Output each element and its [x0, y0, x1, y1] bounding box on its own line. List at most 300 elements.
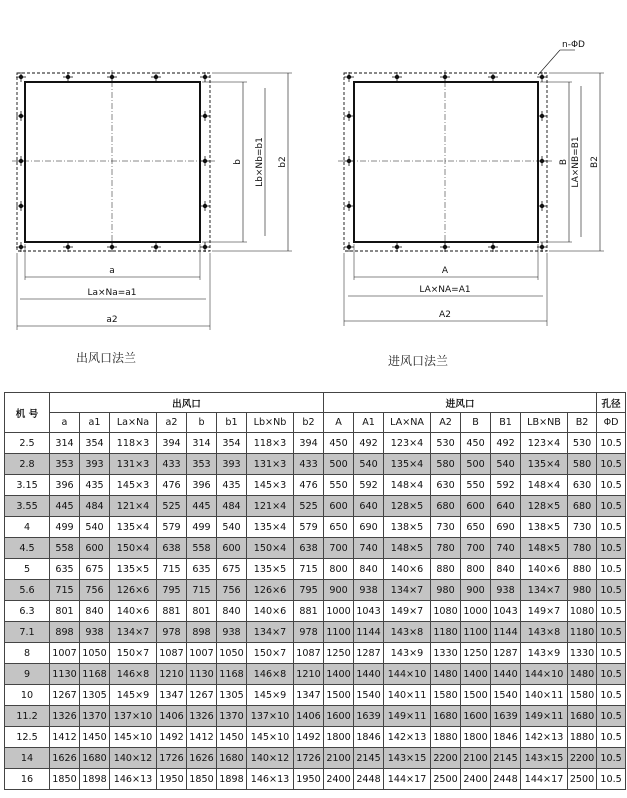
machine-number-cell: 2.5 [5, 433, 50, 454]
table-cell: 1440 [354, 664, 384, 685]
table-cell: 592 [491, 475, 521, 496]
header-hole: 孔径 [597, 393, 626, 413]
table-cell: 1492 [157, 727, 187, 748]
table-cell: 1492 [294, 727, 324, 748]
table-cell: 1680 [568, 706, 597, 727]
table-cell: 592 [354, 475, 384, 496]
dim-label-hole: n-ΦD [562, 40, 585, 50]
dim-label-B2: B2 [590, 156, 600, 168]
table-cell: 800 [324, 559, 354, 580]
table-cell: 145×10 [110, 727, 157, 748]
table-cell: 1898 [80, 769, 110, 790]
table-cell: 10.5 [597, 706, 626, 727]
table-cell: 1500 [461, 685, 491, 706]
table-cell: 1100 [324, 622, 354, 643]
table-cell: 10.5 [597, 559, 626, 580]
table-cell: 1305 [80, 685, 110, 706]
table-cell: 600 [324, 496, 354, 517]
table-cell: 354 [217, 433, 247, 454]
table-cell: 140×11 [384, 685, 431, 706]
table-cell: 740 [354, 538, 384, 559]
table-cell: 144×17 [521, 769, 568, 790]
table-cell: 1850 [50, 769, 80, 790]
table-cell: 476 [157, 475, 187, 496]
table-cell: 1726 [157, 748, 187, 769]
table-cell: 121×4 [110, 496, 157, 517]
machine-number-cell: 2.8 [5, 454, 50, 475]
table-cell: 150×7 [110, 643, 157, 664]
table-cell: 938 [80, 622, 110, 643]
table-cell: 131×3 [110, 454, 157, 475]
table-cell: 1326 [50, 706, 80, 727]
table-cell: 715 [157, 559, 187, 580]
table-cell: 146×8 [247, 664, 294, 685]
table-cell: 148×5 [521, 538, 568, 559]
table-cell: 1880 [431, 727, 461, 748]
table-cell: 1639 [491, 706, 521, 727]
table-cell: 630 [568, 475, 597, 496]
table-cell: 144×10 [521, 664, 568, 685]
table-cell: 10.5 [597, 517, 626, 538]
table-cell: 640 [354, 496, 384, 517]
table-cell: 148×4 [521, 475, 568, 496]
table-cell: 1639 [354, 706, 384, 727]
table-cell: 140×12 [247, 748, 294, 769]
table-cell: 1600 [324, 706, 354, 727]
table-cell: 1626 [187, 748, 217, 769]
table-cell: 1087 [294, 643, 324, 664]
dim-label-lbnb: Lb×Nb=b1 [255, 137, 265, 187]
table-cell: 1440 [491, 664, 521, 685]
header-outlet: 出风口 [50, 393, 324, 413]
machine-number-cell: 9 [5, 664, 50, 685]
table-cell: 10.5 [597, 622, 626, 643]
machine-number-cell: 7.1 [5, 622, 50, 643]
table-cell: 140×6 [384, 559, 431, 580]
table-cell: 492 [354, 433, 384, 454]
table-cell: 143×8 [384, 622, 431, 643]
table-cell: 1347 [157, 685, 187, 706]
table-cell: 1412 [187, 727, 217, 748]
table-cell: 123×4 [521, 433, 568, 454]
table-cell: 540 [217, 517, 247, 538]
table-cell: 525 [157, 496, 187, 517]
table-cell: 1168 [80, 664, 110, 685]
dim-label-lbnb-inlet: LA×NB=B1 [571, 136, 581, 188]
table-cell: 433 [157, 454, 187, 475]
table-cell: 690 [354, 517, 384, 538]
table-cell: 121×4 [247, 496, 294, 517]
table-cell: 435 [217, 475, 247, 496]
table-row [5, 748, 626, 769]
table-cell: 484 [80, 496, 110, 517]
table-cell: 1800 [324, 727, 354, 748]
table-cell: 550 [324, 475, 354, 496]
table-cell: 1846 [354, 727, 384, 748]
table-cell: 140×11 [521, 685, 568, 706]
table-cell: 445 [187, 496, 217, 517]
table-cell: 2200 [568, 748, 597, 769]
table-cell: 433 [294, 454, 324, 475]
table-cell: 1680 [217, 748, 247, 769]
table-cell: 499 [187, 517, 217, 538]
table-cell: 1267 [187, 685, 217, 706]
table-cell: 140×12 [110, 748, 157, 769]
table-row [5, 475, 626, 496]
table-cell: 635 [50, 559, 80, 580]
table-cell: 149×7 [521, 601, 568, 622]
table-cell: 579 [157, 517, 187, 538]
table-row [5, 559, 626, 580]
table-cell: 126×6 [247, 580, 294, 601]
outlet-flange-drawing [12, 70, 292, 330]
table-cell: 938 [491, 580, 521, 601]
table-cell: 840 [217, 601, 247, 622]
table-cell: 138×5 [521, 517, 568, 538]
table-cell: 1540 [491, 685, 521, 706]
table-cell: 600 [80, 538, 110, 559]
machine-number-cell: 10 [5, 685, 50, 706]
table-cell: 1305 [217, 685, 247, 706]
table-row [5, 643, 626, 664]
table-row [5, 496, 626, 517]
table-cell: 978 [294, 622, 324, 643]
table-row [5, 517, 626, 538]
table-row [5, 664, 626, 685]
table-cell: 140×6 [110, 601, 157, 622]
machine-number-cell: 4 [5, 517, 50, 538]
machine-number-cell: 8 [5, 643, 50, 664]
table-cell: 1626 [50, 748, 80, 769]
header-cell: a1 [80, 413, 110, 433]
table-cell: 1287 [491, 643, 521, 664]
table-cell: 881 [157, 601, 187, 622]
table-cell: 150×7 [247, 643, 294, 664]
table-cell: 978 [157, 622, 187, 643]
table-cell: 145×3 [110, 475, 157, 496]
table-cell: 134×7 [521, 580, 568, 601]
table-cell: 394 [294, 433, 324, 454]
table-cell: 700 [461, 538, 491, 559]
table-cell: 134×7 [384, 580, 431, 601]
table-cell: 840 [491, 559, 521, 580]
table-cell: 1287 [354, 643, 384, 664]
table-cell: 800 [461, 559, 491, 580]
header-cell: A2 [431, 413, 461, 433]
header-cell: LA×NA [384, 413, 431, 433]
table-cell: 1850 [187, 769, 217, 790]
table-cell: 2145 [354, 748, 384, 769]
table-cell: 1100 [461, 622, 491, 643]
table-cell: 690 [491, 517, 521, 538]
table-cell: 900 [324, 580, 354, 601]
table-cell: 1406 [157, 706, 187, 727]
table-cell: 142×13 [384, 727, 431, 748]
table-row [5, 706, 626, 727]
table-cell: 2500 [568, 769, 597, 790]
table-cell: 476 [294, 475, 324, 496]
table-cell: 148×5 [384, 538, 431, 559]
table-cell: 499 [50, 517, 80, 538]
table-cell: 2500 [431, 769, 461, 790]
table-cell: 2145 [491, 748, 521, 769]
table-cell: 640 [491, 496, 521, 517]
table-cell: 396 [187, 475, 217, 496]
machine-number-cell: 3.15 [5, 475, 50, 496]
table-cell: 558 [187, 538, 217, 559]
table-cell: 880 [568, 559, 597, 580]
table-cell: 1600 [461, 706, 491, 727]
machine-number-cell: 16 [5, 769, 50, 790]
table-cell: 2448 [354, 769, 384, 790]
header-cell: a [50, 413, 80, 433]
table-cell: 118×3 [110, 433, 157, 454]
table-row [5, 433, 626, 454]
table-cell: 1540 [354, 685, 384, 706]
table-cell: 137×10 [247, 706, 294, 727]
machine-number-cell: 14 [5, 748, 50, 769]
table-cell: 492 [491, 433, 521, 454]
table-cell: 1050 [217, 643, 247, 664]
table-cell: 2400 [461, 769, 491, 790]
table-cell: 393 [217, 454, 247, 475]
table-cell: 1130 [187, 664, 217, 685]
table-cell: 144×10 [384, 664, 431, 685]
table-cell: 1880 [568, 727, 597, 748]
table-cell: 675 [80, 559, 110, 580]
table-cell: 730 [568, 517, 597, 538]
table-row [5, 727, 626, 748]
table-cell: 353 [50, 454, 80, 475]
table-cell: 530 [568, 433, 597, 454]
table-cell: 10.5 [597, 601, 626, 622]
header-cell: B1 [491, 413, 521, 433]
table-cell: 638 [157, 538, 187, 559]
table-cell: 149×7 [384, 601, 431, 622]
table-cell: 149×11 [384, 706, 431, 727]
table-row [5, 538, 626, 559]
table-cell: 143×9 [521, 643, 568, 664]
table-cell: 145×3 [247, 475, 294, 496]
table-cell: 1080 [568, 601, 597, 622]
table-cell: 10.5 [597, 538, 626, 559]
table-cell: 150×4 [110, 538, 157, 559]
table-cell: 1326 [187, 706, 217, 727]
table-cell: 1180 [431, 622, 461, 643]
table-cell: 1180 [568, 622, 597, 643]
table-cell: 980 [431, 580, 461, 601]
table-cell: 540 [354, 454, 384, 475]
table-cell: 1500 [324, 685, 354, 706]
dim-label-b2: b2 [278, 156, 288, 168]
table-cell: 1250 [324, 643, 354, 664]
header-cell: a2 [157, 413, 187, 433]
table-cell: 354 [80, 433, 110, 454]
table-cell: 135×4 [110, 517, 157, 538]
table-row [5, 685, 626, 706]
table-row [5, 622, 626, 643]
table-body [5, 433, 626, 790]
table-cell: 314 [187, 433, 217, 454]
table-cell: 2448 [491, 769, 521, 790]
outlet-flange-caption: 出风口法兰 [76, 351, 137, 365]
table-cell: 550 [461, 475, 491, 496]
table-cell: 675 [217, 559, 247, 580]
table-cell: 600 [217, 538, 247, 559]
table-cell: 1330 [431, 643, 461, 664]
table-cell: 126×6 [110, 580, 157, 601]
table-cell: 740 [491, 538, 521, 559]
table-cell: 123×4 [384, 433, 431, 454]
table-cell: 1370 [217, 706, 247, 727]
table-cell: 630 [431, 475, 461, 496]
table-cell: 1950 [294, 769, 324, 790]
dim-label-lana-inlet: LA×NA=A1 [419, 285, 471, 295]
table-cell: 1267 [50, 685, 80, 706]
machine-number-cell: 12.5 [5, 727, 50, 748]
table-cell: 393 [80, 454, 110, 475]
table-cell: 146×13 [110, 769, 157, 790]
table-cell: 134×7 [247, 622, 294, 643]
table-cell: 1370 [80, 706, 110, 727]
inlet-flange-drawing [338, 50, 604, 326]
header-subrow [5, 413, 626, 433]
table-cell: 1800 [461, 727, 491, 748]
table-cell: 840 [354, 559, 384, 580]
table-cell: 1846 [491, 727, 521, 748]
table-cell: 145×9 [247, 685, 294, 706]
machine-number-cell: 5.6 [5, 580, 50, 601]
table-cell: 1580 [431, 685, 461, 706]
table-cell: 680 [568, 496, 597, 517]
table-cell: 149×11 [521, 706, 568, 727]
table-cell: 1087 [157, 643, 187, 664]
table-cell: 1480 [431, 664, 461, 685]
table-cell: 10.5 [597, 727, 626, 748]
table-cell: 780 [431, 538, 461, 559]
table-cell: 580 [431, 454, 461, 475]
table-cell: 140×6 [521, 559, 568, 580]
header-cell: ΦD [597, 413, 626, 433]
table-cell: 128×5 [521, 496, 568, 517]
dim-label-b: b [233, 159, 243, 165]
header-machine: 机 号 [5, 393, 50, 433]
table-cell: 756 [80, 580, 110, 601]
dim-label-A2: A2 [439, 310, 451, 320]
table-cell: 10.5 [597, 643, 626, 664]
table-cell: 700 [324, 538, 354, 559]
table-cell: 1210 [157, 664, 187, 685]
table-cell: 10.5 [597, 496, 626, 517]
header-cell: Lb×Nb [247, 413, 294, 433]
table-cell: 715 [187, 580, 217, 601]
table-cell: 1144 [354, 622, 384, 643]
table-cell: 118×3 [247, 433, 294, 454]
table-cell: 1726 [294, 748, 324, 769]
table-cell: 10.5 [597, 454, 626, 475]
dim-label-a: a [109, 266, 115, 276]
table-cell: 445 [50, 496, 80, 517]
table-cell: 1007 [187, 643, 217, 664]
table-cell: 1580 [568, 685, 597, 706]
table-cell: 1330 [568, 643, 597, 664]
table-cell: 638 [294, 538, 324, 559]
dim-label-A: A [441, 266, 449, 276]
table-cell: 484 [217, 496, 247, 517]
table-cell: 2100 [324, 748, 354, 769]
table-cell: 10.5 [597, 748, 626, 769]
table-cell: 1130 [50, 664, 80, 685]
table-cell: 2100 [461, 748, 491, 769]
table-cell: 2200 [431, 748, 461, 769]
table-cell: 1043 [354, 601, 384, 622]
table-cell: 1898 [217, 769, 247, 790]
table-cell: 128×5 [384, 496, 431, 517]
table-cell: 10.5 [597, 433, 626, 454]
table-cell: 1250 [461, 643, 491, 664]
table-cell: 1080 [431, 601, 461, 622]
header-inlet: 进风口 [324, 393, 597, 413]
table-cell: 450 [461, 433, 491, 454]
header-cell: La×Na [110, 413, 157, 433]
table-cell: 898 [50, 622, 80, 643]
table-cell: 10.5 [597, 685, 626, 706]
table-cell: 680 [431, 496, 461, 517]
machine-number-cell: 3.55 [5, 496, 50, 517]
table-cell: 1680 [431, 706, 461, 727]
table-cell: 145×10 [247, 727, 294, 748]
table-cell: 131×3 [247, 454, 294, 475]
table-cell: 146×8 [110, 664, 157, 685]
table-cell: 900 [461, 580, 491, 601]
table-cell: 558 [50, 538, 80, 559]
table-cell: 780 [568, 538, 597, 559]
table-cell: 145×9 [110, 685, 157, 706]
table-cell: 353 [187, 454, 217, 475]
table-cell: 135×5 [247, 559, 294, 580]
header-cell: b1 [217, 413, 247, 433]
machine-number-cell: 4.5 [5, 538, 50, 559]
table-cell: 146×13 [247, 769, 294, 790]
machine-number-cell: 11.2 [5, 706, 50, 727]
table-cell: 10.5 [597, 664, 626, 685]
dim-label-lana: La×Na=a1 [87, 288, 137, 298]
table-cell: 1400 [324, 664, 354, 685]
table-cell: 148×4 [384, 475, 431, 496]
table-cell: 1007 [50, 643, 80, 664]
table-cell: 1412 [50, 727, 80, 748]
table-cell: 1000 [461, 601, 491, 622]
table-cell: 1950 [157, 769, 187, 790]
dim-label-a2: a2 [106, 315, 118, 325]
table-cell: 600 [461, 496, 491, 517]
table-cell: 1406 [294, 706, 324, 727]
table-cell: 1450 [217, 727, 247, 748]
table-cell: 140×6 [247, 601, 294, 622]
table-cell: 715 [294, 559, 324, 580]
table-cell: 394 [157, 433, 187, 454]
table-cell: 730 [431, 517, 461, 538]
header-cell: A [324, 413, 354, 433]
table-cell: 142×13 [521, 727, 568, 748]
table-cell: 144×17 [384, 769, 431, 790]
table-cell: 10.5 [597, 580, 626, 601]
table-cell: 898 [187, 622, 217, 643]
table-cell: 143×15 [384, 748, 431, 769]
table-cell: 1050 [80, 643, 110, 664]
dim-label-B: B [559, 158, 569, 166]
header-cell: A1 [354, 413, 384, 433]
